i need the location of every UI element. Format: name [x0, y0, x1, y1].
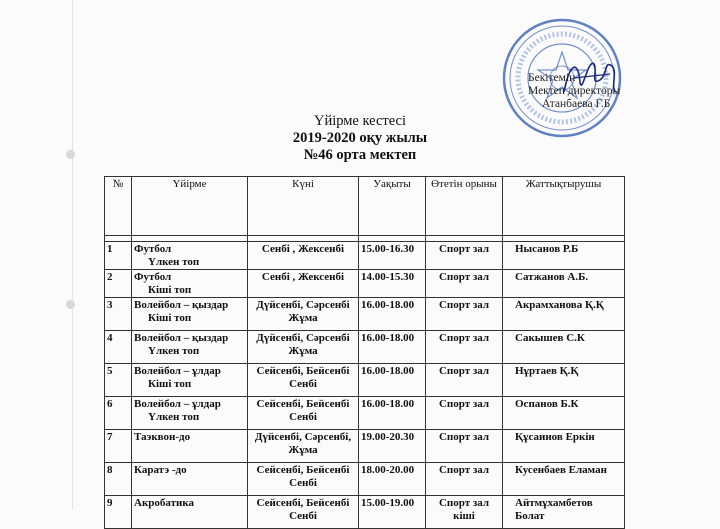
- approval-line: Атанбаева Г.Б: [542, 98, 611, 110]
- club-group: Кіші топ: [148, 377, 192, 390]
- club-name: Акробатика: [134, 497, 195, 509]
- row-club: [132, 463, 248, 496]
- header-num: №: [105, 177, 132, 236]
- row-days: Сейсенбі, Бейсенбі Сенбі: [248, 397, 359, 430]
- punch-hole: [66, 300, 75, 309]
- club-group: Үлкен топ: [148, 410, 200, 423]
- row-num: 9: [105, 496, 132, 529]
- row-days: Сейсенбі, Бейсенбі Сенбі: [248, 496, 359, 529]
- row-coach: Құсаинов Еркін: [503, 430, 625, 463]
- row-coach: Нұртаев Қ.Қ: [503, 364, 625, 397]
- row-days: Сенбі , Жексенбі: [248, 242, 359, 270]
- club-name: Футбол: [134, 243, 172, 255]
- punch-hole: [66, 150, 75, 159]
- approval-line: Бекітемін: [528, 72, 576, 84]
- title-school: №46 орта мектеп: [303, 147, 417, 163]
- club-name: Волейбол – ұлдар: [134, 365, 221, 377]
- row-place: Спорт зал: [426, 298, 503, 331]
- row-place: Спорт зал: [426, 397, 503, 430]
- row-club: [132, 298, 248, 331]
- row-place: Спорт зал: [426, 463, 503, 496]
- row-coach: Оспанов Б.К: [503, 397, 625, 430]
- row-days: Сейсенбі, Бейсенбі Сенбі: [248, 463, 359, 496]
- club-name: Волейбол – қыздар: [134, 299, 229, 311]
- row-club: [132, 270, 248, 298]
- page-edge: [72, 0, 73, 510]
- club-group: Үлкен топ: [148, 255, 200, 268]
- row-coach: Кусенбаев Еламан: [503, 463, 625, 496]
- row-place: Спорт зал: [426, 270, 503, 298]
- row-time: 16.00-18.00: [359, 298, 426, 331]
- row-place: Спорт зал кіші: [426, 496, 503, 529]
- table-row: [105, 331, 625, 364]
- row-days: Дүйсенбі, Сәрсенбі, Жұма: [248, 430, 359, 463]
- row-time: 14.00-15.30: [359, 270, 426, 298]
- row-club: [132, 430, 248, 463]
- row-num: 8: [105, 463, 132, 496]
- table-row: [105, 496, 625, 529]
- row-time: 19.00-20.30: [359, 430, 426, 463]
- row-place: Спорт зал: [426, 430, 503, 463]
- row-time: 16.00-18.00: [359, 331, 426, 364]
- row-num: 1: [105, 242, 132, 270]
- club-name: Волейбол – қыздар: [134, 332, 229, 344]
- club-group: Кіші топ: [148, 283, 192, 296]
- row-num: 5: [105, 364, 132, 397]
- club-name: Таэквон-до: [134, 431, 191, 443]
- row-time: 16.00-18.00: [359, 364, 426, 397]
- row-days: Дүйсенбі, Сәрсенбі Жұма: [248, 298, 359, 331]
- row-time: 18.00-20.00: [359, 463, 426, 496]
- club-group: Үлкен топ: [148, 344, 200, 357]
- table-row: [105, 463, 625, 496]
- club-name: Каратэ -до: [134, 464, 187, 476]
- table-row: [105, 364, 625, 397]
- row-num: 4: [105, 331, 132, 364]
- row-place: Спорт зал: [426, 331, 503, 364]
- title-year: 2019-2020 оқу жылы: [292, 130, 428, 146]
- table-header-row: [105, 177, 625, 236]
- row-coach: Акрамханова Қ.Қ: [503, 298, 625, 331]
- club-name: Волейбол – ұлдар: [134, 398, 221, 410]
- table-row: [105, 397, 625, 430]
- row-days: Сейсенбі, Бейсенбі Сенбі: [248, 364, 359, 397]
- row-club: [132, 496, 248, 529]
- header-days: Күні: [248, 177, 359, 236]
- club-name: Футбол: [134, 271, 172, 283]
- row-coach: Сатжанов А.Б.: [503, 270, 625, 298]
- header-time: Уақыты: [359, 177, 426, 236]
- row-days: Сенбі , Жексенбі: [248, 270, 359, 298]
- row-place: Спорт зал: [426, 242, 503, 270]
- row-time: 15.00-19.00: [359, 496, 426, 529]
- schedule-table: [104, 176, 625, 529]
- table-row: [105, 298, 625, 331]
- row-coach: Сакышев С.К: [503, 331, 625, 364]
- title-line: Үйірме кестесі: [313, 113, 407, 129]
- table-row: [105, 430, 625, 463]
- row-club: [132, 397, 248, 430]
- row-place: Спорт зал: [426, 364, 503, 397]
- row-club: [132, 331, 248, 364]
- row-num: 6: [105, 397, 132, 430]
- header-club: Үйірме: [132, 177, 248, 236]
- table-row: [105, 270, 625, 298]
- row-coach: Нысанов Р.Б: [503, 242, 625, 270]
- row-num: 7: [105, 430, 132, 463]
- document-title: [250, 113, 470, 164]
- row-club: [132, 242, 248, 270]
- table-row: [105, 242, 625, 270]
- row-coach: Айтмұхамбетов Болат: [503, 496, 625, 529]
- approval-block: [528, 72, 620, 111]
- row-time: 16.00-18.00: [359, 397, 426, 430]
- row-num: 2: [105, 270, 132, 298]
- approval-line: Мектеп директоры: [528, 85, 621, 97]
- row-club: [132, 364, 248, 397]
- header-place: Өтетін орыны: [426, 177, 503, 236]
- row-time: 15.00-16.30: [359, 242, 426, 270]
- club-group: Кіші топ: [148, 311, 192, 324]
- row-days: Дүйсенбі, Сәрсенбі Жұма: [248, 331, 359, 364]
- row-num: 3: [105, 298, 132, 331]
- header-coach: Жаттықтырушы: [503, 177, 625, 236]
